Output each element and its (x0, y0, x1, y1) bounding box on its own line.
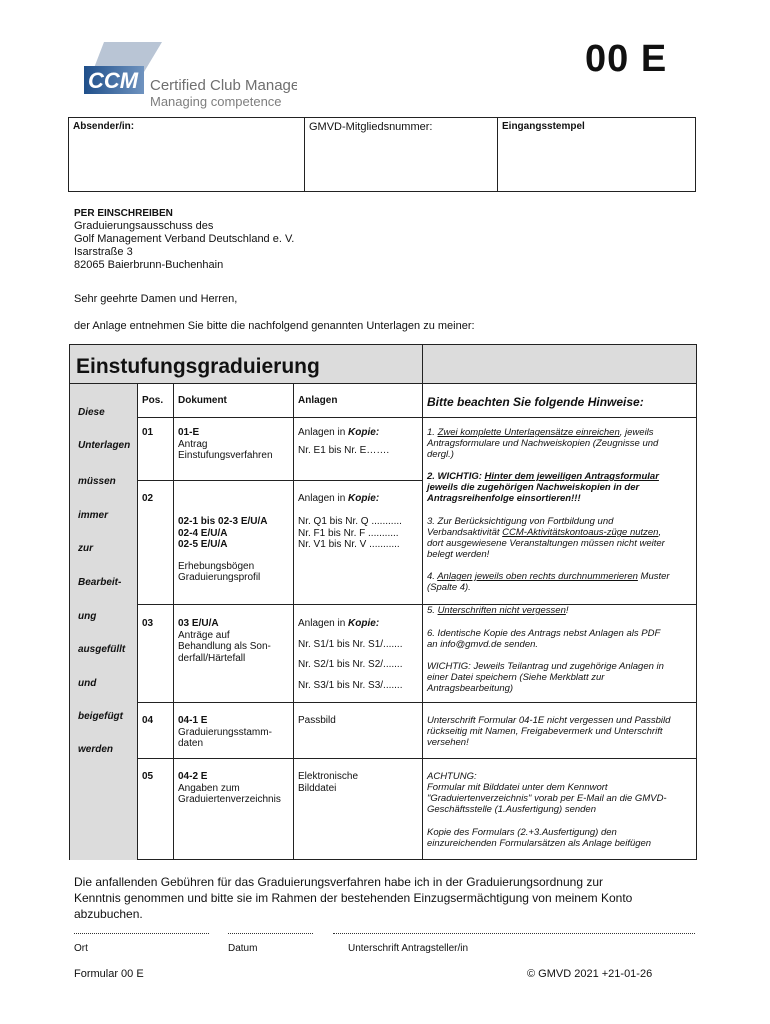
row-document: 02-1 bis 02-3 E/U/A 02-4 E/U/A 02-5 E/U/A Erhebungsbögen Graduierungsprofil (178, 516, 268, 583)
col-header-attachments: Anlagen (298, 395, 338, 406)
hint-2: 2. WICHTIG: Hinter dem jeweiligen Antragsformular jeweils die zugehörigen Nachweiskopien in der Antragsreihenfolge einsortieren!!! (427, 471, 659, 504)
logo-mark: CCM (88, 68, 139, 93)
sender-box (68, 117, 696, 192)
receipt-stamp-field (498, 118, 695, 191)
row-document: 03 E/U/A Anträge auf Behandlung als Son- derfall/Härtefall (178, 618, 271, 664)
row-attachments: Elektronische Bilddatei (298, 771, 359, 794)
side-word: zur (78, 543, 93, 554)
signature-label: Unterschrift Antragsteller/in (348, 943, 469, 954)
logo-line2: Managing competence (150, 94, 282, 109)
row-attachment-numbers: Nr. Q1 bis Nr. Q ........... Nr. F1 bis Nr. F ........... Nr. V1 bis Nr. V ........... (298, 516, 402, 550)
side-word: ung (78, 611, 97, 622)
row-document: 04-2 E Angaben zum Graduiertenverzeichnis (178, 771, 281, 805)
hint-6: 6. Identische Kopie des Antrags nebst Anlagen als PDF an info@gmvd.de senden. (427, 628, 661, 650)
side-word: immer (78, 510, 109, 521)
recipient-address (74, 207, 294, 272)
hint-4: 4. Anlagen jeweils oben rechts durchnummerieren Muster (Spalte 4). (427, 571, 670, 593)
place-label: Ort (74, 943, 88, 954)
member-number-label: GMVD-Mitgliedsnummer: (309, 121, 433, 133)
hint-3: 3. Zur Berücksichtigung von Fortbildung und Verbandsaktivität CCM-Aktivitätskontoaus-züge nutzen, dort ausgewiesene Veranstaltungen müssen nicht weiter belegt werden! (427, 516, 665, 560)
hints-title: Bitte beachten Sie folgende Hinweise: (427, 395, 644, 409)
form-code: 00 E (585, 38, 668, 80)
date-label: Datum (228, 943, 258, 954)
hint-10: Kopie des Formulars (2.+3.Ausfertigung) den einzureichenden Formularsätzen als Anlage beifügen (427, 827, 652, 849)
side-word: ausgefüllt (78, 644, 126, 655)
ccm-logo (82, 40, 297, 115)
table-title: Einstufungsgraduierung (76, 355, 320, 378)
intro-text: der Anlage entnehmen Sie bitte die nachfolgend genannten Unterlagen zu meiner: (74, 320, 475, 332)
ccm-logo-graphic (82, 40, 297, 115)
salutation: Sehr geehrte Damen und Herren, (74, 293, 238, 305)
footer-form-id: Formular 00 E (74, 968, 144, 980)
address-line: 82065 Baierbrunn-Buchenhain (74, 259, 224, 271)
fees-statement: Die anfallenden Gebühren für das Graduierungsverfahren habe ich in der Graduierungsordnung zur Kenntnis genommen und bitte sie im Rahmen der bestehenden Einzugsermächtigung von meinem Konto abzubuchen. (74, 875, 633, 921)
row-document: 04-1 E Graduierungsstamm- daten (178, 715, 272, 749)
sender-label: Absender/in: (73, 121, 135, 132)
logo-line1: Certified Club Manager (150, 77, 297, 94)
row-attachments: Passbild (298, 715, 336, 726)
col-header-document: Dokument (178, 395, 227, 406)
stamp-label: Eingangsstempel (502, 121, 585, 132)
side-word: Unterlagen (78, 440, 131, 451)
row-attachments: Anlagen in Kopie: (298, 493, 380, 504)
row-attachments: Anlagen in Kopie: Nr. S1/1 bis Nr. S1/....... Nr. S2/1 bis Nr. S2/....... Nr. S3/1 bis Nr. S3/....... (298, 618, 403, 691)
side-word: und (78, 678, 97, 689)
row-pos: 02 (142, 493, 154, 504)
row-attachments: Anlagen in Kopie: Nr. E1 bis Nr. E……. (298, 427, 390, 456)
side-word: werden (78, 744, 114, 755)
side-word: Diese (78, 407, 105, 418)
place-field[interactable] (74, 933, 209, 934)
documents-table (69, 344, 697, 860)
hint-9: ACHTUNG: Formular mit Bilddatei unter dem Kennwort "Graduiertenverzeichnis" vorab per E-Mail an die GMVD- Geschäftsstelle (1.Ausfertigung) senden (427, 771, 667, 815)
side-word: Bearbeit- (78, 577, 122, 588)
registered-mail-note: PER EINSCHREIBEN (74, 208, 173, 219)
hint-1: 1. Zwei komplette Unterlagensätze einreichen, jeweils Antragsformulare und Nachweiskopien (Zeugnisse und dergl.) (427, 427, 659, 460)
hint-8: Unterschrift Formular 04-1E nicht vergessen und Passbild rückseitig mit Namen, Freigabevermerk und Unterschrift versehen! (427, 715, 671, 748)
address-line: Golf Management Verband Deutschland e. V. (74, 233, 295, 245)
row-pos: 04 (142, 715, 154, 726)
hint-7: WICHTIG: Jeweils Teilantrag und zugehörige Anlagen in einer Datei speichern (Siehe Merkblatt zur Antragsbearbeitung) (427, 661, 664, 694)
row-pos: 03 (142, 618, 154, 629)
col-header-pos: Pos. (142, 395, 164, 406)
address-line: Graduierungsausschuss des (74, 220, 214, 232)
member-number-field[interactable] (305, 118, 498, 191)
address-line: Isarstraße 3 (74, 246, 133, 258)
sender-field[interactable] (69, 118, 305, 191)
footer-copyright: © GMVD 2021 +21-01-26 (527, 968, 653, 980)
side-word: müssen (78, 476, 116, 487)
row-pos: 05 (142, 771, 154, 782)
side-word: beigefügt (78, 711, 123, 722)
row-document: 01-E Antrag Einstufungsverfahren (178, 427, 273, 461)
row-pos: 01 (142, 427, 154, 438)
signature-field[interactable] (333, 933, 695, 934)
date-field[interactable] (228, 933, 313, 934)
hint-5: 5. Unterschriften nicht vergessen! (427, 605, 569, 616)
